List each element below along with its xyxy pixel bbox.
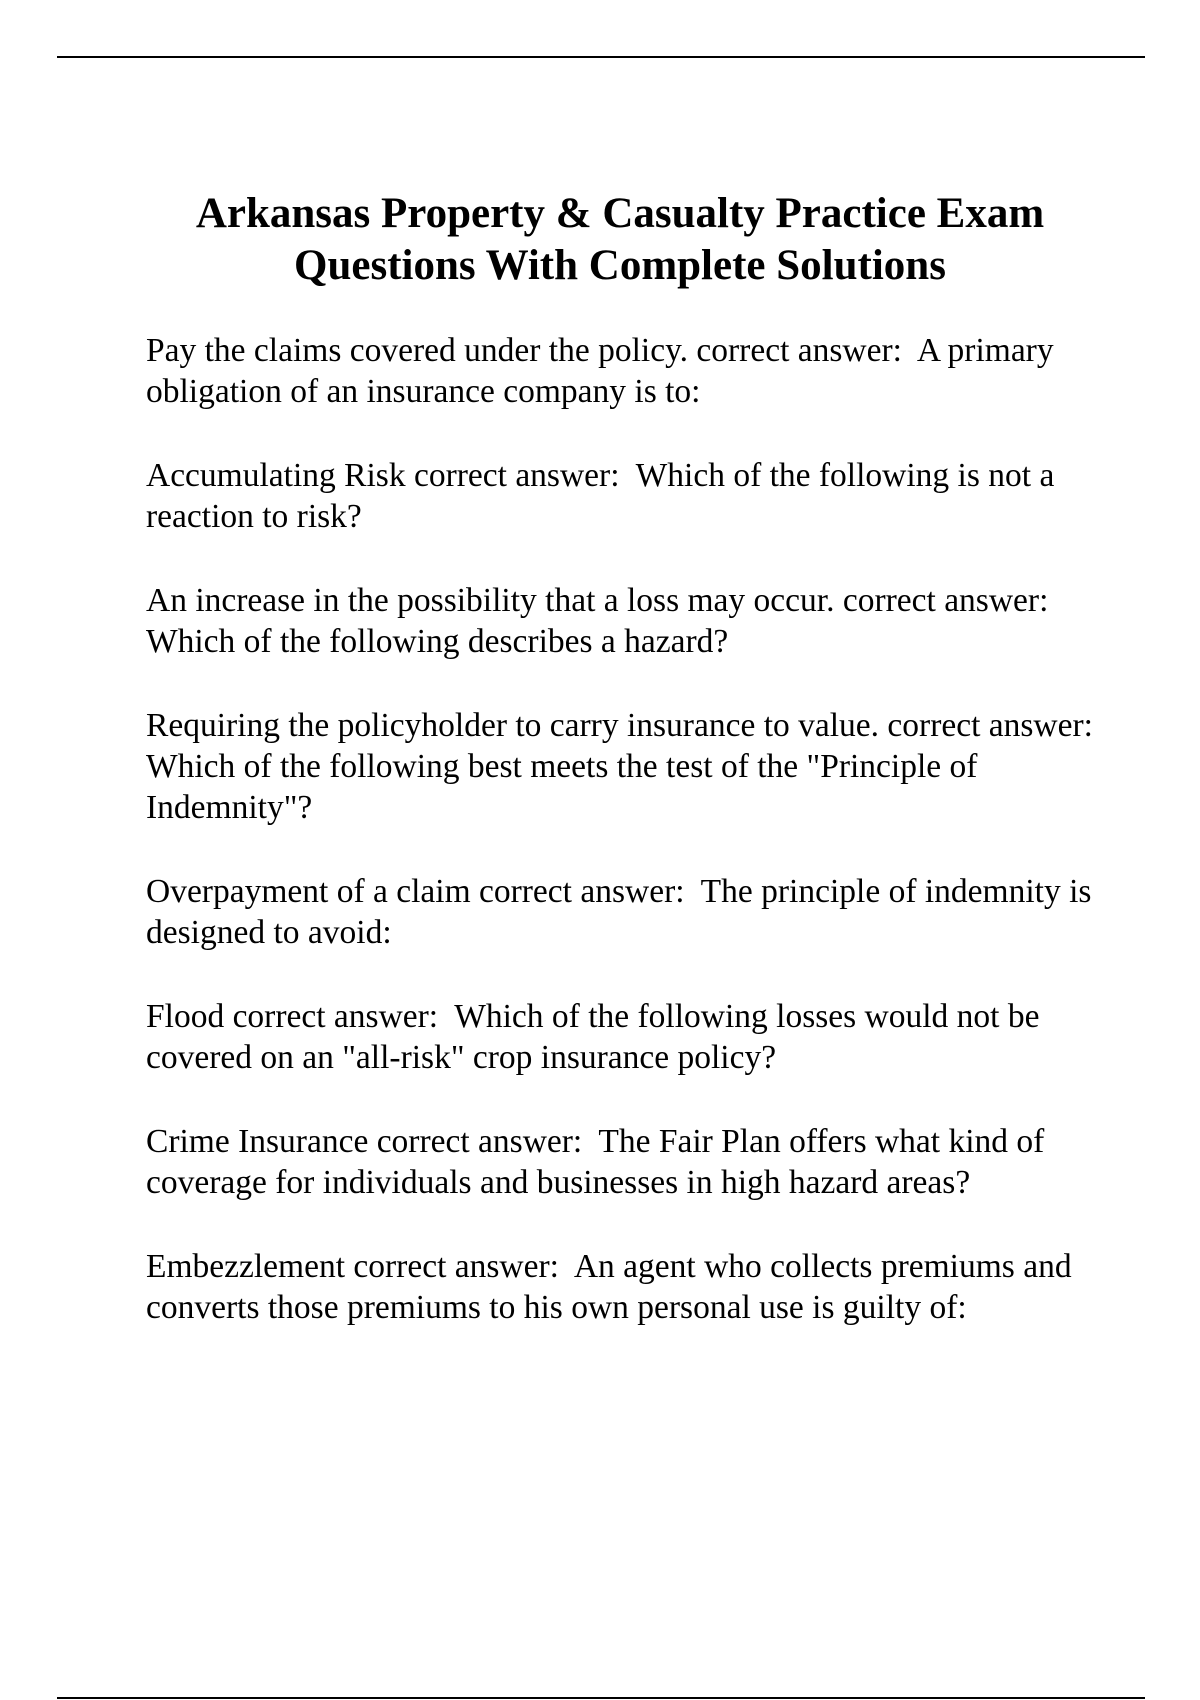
qa-item: Crime Insurance correct answer: The Fair Plan offers what kind of coverage for individuals and businesses in high hazard areas? <box>146 1123 1053 1201</box>
qa-item: Pay the claims covered under the policy. correct answer: A primary obligation of an insurance company is to: <box>146 332 1062 410</box>
title-line-1: Arkansas Property & Casualty Practice Exam <box>195 190 1045 237</box>
qa-list <box>146 330 1110 1371</box>
title-line-2: Questions With Complete Solutions <box>294 242 946 289</box>
bottom-divider <box>57 1697 1145 1699</box>
qa-item: Accumulating Risk correct answer: Which of the following is not a reaction to risk? <box>146 457 1063 535</box>
top-divider <box>57 56 1145 58</box>
qa-item: An increase in the possibility that a loss may occur. correct answer: Which of the following describes a hazard? <box>146 582 1065 660</box>
document-title <box>0 188 1200 292</box>
qa-item: Flood correct answer: Which of the following losses would not be covered on an "all-risk" crop insurance policy? <box>146 998 1048 1076</box>
qa-item: Overpayment of a claim correct answer: The principle of indemnity is designed to avoid: <box>146 873 1100 951</box>
qa-item: Requiring the policyholder to carry insurance to value. correct answer: Which of the following best meets the test of the "Principle of Indemnity"? <box>146 707 1110 826</box>
qa-item: Embezzlement correct answer: An agent who collects premiums and converts those premiums to his own personal use is guilty of: <box>146 1248 1080 1326</box>
